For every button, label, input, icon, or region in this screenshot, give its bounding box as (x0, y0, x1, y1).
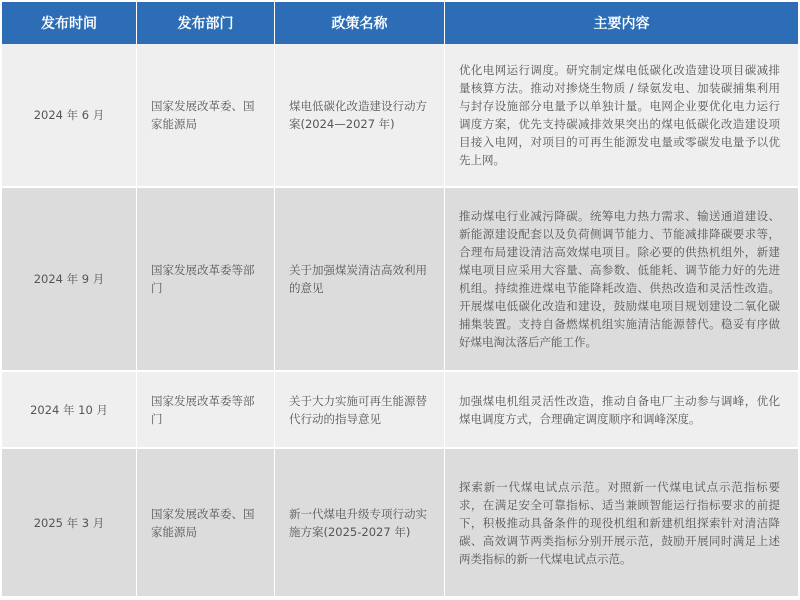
header-policy-name: 政策名称 (275, 2, 445, 44)
cell-content: 优化电网运行调度。研究制定煤电低碳化改造建设项目碳减排量核算方法。推动对掺烧生物质 / 绿氨发电、加装碳捕集利用与封存设施部分电量予以单独计量。电网企业要优化电力运行调度方案，优先支持碳减排效果突出的煤电低碳化改造建设项目接入电网，对项目的可再生能源发电量或零碳发电量予以优先上网。 (445, 44, 798, 188)
table-body (2, 44, 798, 598)
cell-date: 2025 年 3 月 (2, 449, 137, 598)
cell-department: 国家发展改革委、国家能源局 (137, 449, 275, 598)
cell-content: 加强煤电机组灵活性改造，推动自备电厂主动参与调峰，优化煤电调度方式，合理确定调度顺序和调峰深度。 (445, 372, 798, 449)
cell-date: 2024 年 10 月 (2, 372, 137, 449)
header-main-content: 主要内容 (445, 2, 798, 44)
cell-department: 国家发展改革委等部门 (137, 188, 275, 372)
table-row (2, 372, 798, 449)
cell-policy-name: 关于大力实施可再生能源替代行动的指导意见 (275, 372, 445, 449)
policy-table (2, 2, 798, 598)
cell-content: 推动煤电行业减污降碳。统筹电力热力需求、输送通道建设、新能源建设配套以及负荷侧调节能力、节能减排降碳要求等，合理布局建设清洁高效煤电项目。除必要的供热机组外，新建煤电项目应采用大容量、高参数、低能耗、调节能力好的先进机组。持续推进煤电节能降耗改造、供热改造和灵活性改造。开展煤电低碳化改造和建设，鼓励煤电项目规划建设二氧化碳捕集装置。支持自备燃煤机组实施清洁能源替代。稳妥有序做好煤电淘汰落后产能工作。 (445, 188, 798, 372)
cell-department: 国家发展改革委、国家能源局 (137, 44, 275, 188)
header-release-date: 发布时间 (2, 2, 137, 44)
cell-policy-name: 煤电低碳化改造建设行动方案(2024—2027 年) (275, 44, 445, 188)
cell-department: 国家发展改革委等部门 (137, 372, 275, 449)
cell-date: 2024 年 9 月 (2, 188, 137, 372)
cell-policy-name: 新一代煤电升级专项行动实施方案(2025-2027 年) (275, 449, 445, 598)
cell-policy-name: 关于加强煤炭清洁高效利用的意见 (275, 188, 445, 372)
cell-content: 探索新一代煤电试点示范。对照新一代煤电试点示范指标要求，在满足安全可靠指标、适当兼顾智能运行指标要求的前提下，积极推动具备条件的现役机组和新建机组探索针对清洁降碳、高效调节两类指标分别开展示范，鼓励开展同时满足上述两类指标的新一代煤电试点示范。 (445, 449, 798, 598)
table-row (2, 449, 798, 598)
table-header (2, 2, 798, 44)
table-row (2, 44, 798, 188)
header-release-department: 发布部门 (137, 2, 275, 44)
cell-date: 2024 年 6 月 (2, 44, 137, 188)
header-row (2, 2, 798, 44)
table-row (2, 188, 798, 372)
